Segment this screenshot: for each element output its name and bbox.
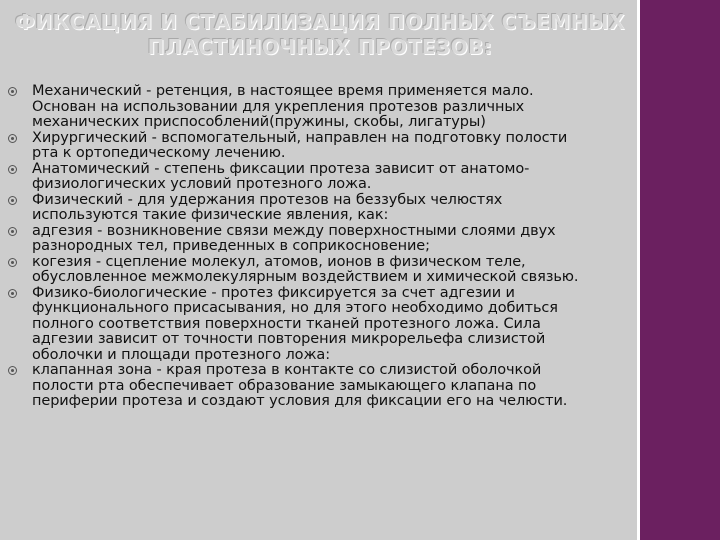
circle-bullet-icon (8, 366, 17, 375)
bullet-list (8, 84, 636, 410)
list-item (8, 84, 636, 131)
title-line-1: ФИКСАЦИЯ И СТАБИЛИЗАЦИЯ ПОЛНЫХ СЪЕМНЫХ (14, 10, 625, 34)
list-item (8, 255, 636, 286)
decorative-side-bar (640, 0, 720, 540)
bullet-line: полости рта обеспечивает образование замыкающего клапана по (32, 377, 537, 394)
bullet-line: когезия - сцепление молекул, атомов, ионов в физическом теле, (32, 253, 526, 270)
bullet-line: физиологических условий протезного ложа. (32, 176, 372, 192)
bullet-line: адгезия - возникновение связи между поверхностными слоями двух (32, 222, 556, 239)
bullet-line: разнородных тел, приведенных в соприкосновение; (32, 238, 430, 254)
circle-bullet-icon (8, 196, 17, 205)
circle-bullet-icon (8, 165, 17, 174)
bullet-line: клапанная зона - края протеза в контакте со слизистой оболочкой (32, 362, 542, 378)
circle-bullet-icon (8, 134, 17, 143)
bullet-line: обусловленное межмолекулярным воздействием и химической связью. (32, 269, 579, 285)
list-item (8, 286, 636, 364)
bullet-line: полного соответствия поверхности тканей протезного ложа. Сила (32, 315, 541, 332)
bullet-line: рта к ортопедическому лечению. (32, 145, 286, 161)
bullet-line: функционального присасывания, но для этого необходимо добиться (32, 300, 558, 316)
circle-bullet-icon (8, 289, 17, 298)
bullet-line: Физический - для удержания протезов на беззубых челюстях (32, 191, 503, 208)
bullet-line: периферии протеза и создают условия для фиксации его на челюсти. (32, 393, 568, 409)
bullet-line: оболочки и площади протезного ложа: (32, 346, 330, 363)
bullet-line: механических приспособлений(пружины, скобы, лигатуры) (32, 114, 486, 130)
list-item (8, 193, 636, 224)
slide-title (0, 10, 640, 60)
title-line-2: ПЛАСТИНОЧНЫХ ПРОТЕЗОВ: (147, 35, 493, 59)
circle-bullet-icon (8, 227, 17, 236)
list-item (8, 162, 636, 193)
bullet-line: Анатомический - степень фиксации протеза зависит от анатомо- (32, 160, 530, 177)
list-item (8, 363, 636, 410)
bullet-line: Хирургический - вспомогательный, направлен на подготовку полости (32, 129, 568, 146)
bullet-line: Физико-биологические - протез фиксируется за счет адгезии и (32, 284, 515, 301)
bullet-line: адгезии зависит от точности повторения микрорельефа слизистой (32, 331, 546, 347)
bullet-line: используются такие физические явления, как: (32, 207, 389, 223)
list-item (8, 131, 636, 162)
bullet-line: Механический - ретенция, в настоящее время применяется мало. (32, 83, 534, 99)
bullet-line: Основан на использовании для укрепления протезов различных (32, 98, 525, 115)
circle-bullet-icon (8, 258, 17, 267)
circle-bullet-icon (8, 87, 17, 96)
list-item (8, 224, 636, 255)
